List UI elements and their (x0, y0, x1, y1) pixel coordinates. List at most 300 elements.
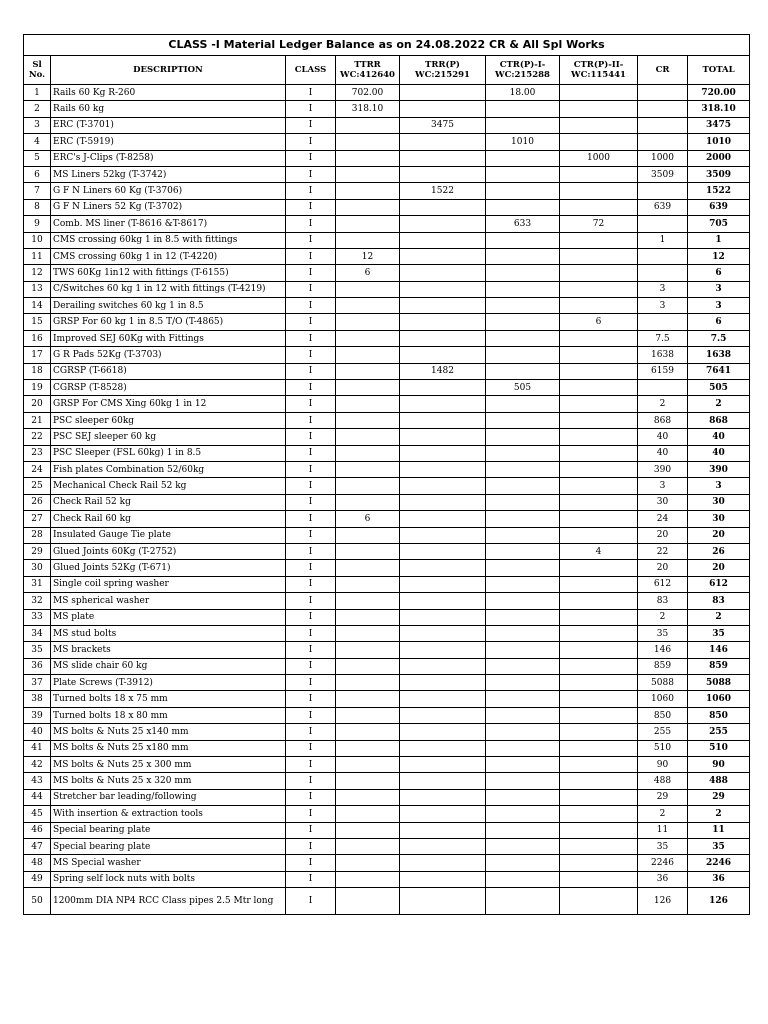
sl-no-cell: 14 (24, 298, 51, 314)
ctr-p-1-cell (486, 347, 560, 363)
sl-no-cell: 39 (24, 707, 51, 723)
ctr-p-2-cell (560, 183, 638, 199)
description-cell: G R Pads 52Kg (T-3703) (51, 347, 286, 363)
sl-no-cell: 35 (24, 642, 51, 658)
total-cell: 2000 (688, 150, 750, 166)
sl-no-cell: 7 (24, 183, 51, 199)
trr-p-cell (400, 461, 486, 477)
class-cell: I (286, 347, 336, 363)
ctr-p-2-cell: 4 (560, 543, 638, 559)
class-cell: I (286, 216, 336, 232)
total-cell: 36 (688, 871, 750, 887)
class-cell: I (286, 494, 336, 510)
sl-no-cell: 29 (24, 543, 51, 559)
cr-cell: 126 (638, 888, 688, 915)
ttrr-cell (336, 806, 400, 822)
trr-p-cell (400, 494, 486, 510)
description-cell: GRSP For CMS Xing 60kg 1 in 12 (51, 396, 286, 412)
description-cell: Comb. MS liner (T-8616 &T-8617) (51, 216, 286, 232)
table-row (24, 330, 750, 346)
ctr-p-2-cell (560, 134, 638, 150)
description-cell: Mechanical Check Rail 52 kg (51, 478, 286, 494)
ctr-p-1-cell (486, 281, 560, 297)
description-cell: PSC sleeper 60kg (51, 412, 286, 428)
class-cell: I (286, 298, 336, 314)
trr-p-cell (400, 101, 486, 117)
total-cell: 35 (688, 625, 750, 641)
sl-no-cell: 48 (24, 855, 51, 871)
ctr-p-2-cell (560, 281, 638, 297)
description-cell: MS slide chair 60 kg (51, 658, 286, 674)
sl-no-cell: 1 (24, 85, 51, 101)
sl-no-cell: 26 (24, 494, 51, 510)
sl-no-cell: 37 (24, 675, 51, 691)
description-cell: Insulated Gauge Tie plate (51, 527, 286, 543)
ctr-p-2-cell (560, 888, 638, 915)
trr-p-cell (400, 396, 486, 412)
class-cell: I (286, 773, 336, 789)
trr-p-cell (400, 822, 486, 838)
ctr-p-2-cell (560, 429, 638, 445)
ctr-p-1-cell (486, 625, 560, 641)
col-header-cr: CR (638, 56, 688, 85)
col-header-total: TOTAL (688, 56, 750, 85)
table-row (24, 609, 750, 625)
cr-cell: 24 (638, 511, 688, 527)
ctr-p-2-cell (560, 511, 638, 527)
sl-no-cell: 9 (24, 216, 51, 232)
table-row (24, 478, 750, 494)
ttrr-cell (336, 822, 400, 838)
ctr-p-1-cell (486, 265, 560, 281)
ctr-p-2-cell (560, 265, 638, 281)
description-cell: Stretcher bar leading/following (51, 789, 286, 805)
cr-cell: 3 (638, 478, 688, 494)
trr-p-cell (400, 593, 486, 609)
table-row (24, 494, 750, 510)
header-row (24, 56, 750, 85)
table-row (24, 281, 750, 297)
ctr-p-2-cell: 1000 (560, 150, 638, 166)
ctr-p-1-cell (486, 658, 560, 674)
sl-no-cell: 28 (24, 527, 51, 543)
total-cell: 90 (688, 757, 750, 773)
total-cell: 612 (688, 576, 750, 592)
description-cell: MS Liners 52kg (T-3742) (51, 166, 286, 182)
cr-cell: 3 (638, 298, 688, 314)
ctr-p-2-cell (560, 478, 638, 494)
ctr-p-2-cell (560, 593, 638, 609)
ttrr-cell: 12 (336, 248, 400, 264)
class-cell: I (286, 314, 336, 330)
ctr-p-1-cell (486, 396, 560, 412)
ctr-p-1-cell (486, 232, 560, 248)
total-cell: 26 (688, 543, 750, 559)
total-cell: 2 (688, 806, 750, 822)
table-row (24, 593, 750, 609)
description-cell: Fish plates Combination 52/60kg (51, 461, 286, 477)
sl-no-cell: 45 (24, 806, 51, 822)
cr-cell: 5088 (638, 675, 688, 691)
trr-p-cell (400, 330, 486, 346)
cr-cell: 40 (638, 445, 688, 461)
description-cell: MS stud bolts (51, 625, 286, 641)
total-cell: 40 (688, 445, 750, 461)
total-cell: 488 (688, 773, 750, 789)
total-cell: 5088 (688, 675, 750, 691)
class-cell: I (286, 396, 336, 412)
trr-p-cell (400, 789, 486, 805)
cr-cell (638, 183, 688, 199)
ttrr-cell (336, 789, 400, 805)
total-cell: 1522 (688, 183, 750, 199)
class-cell: I (286, 724, 336, 740)
sl-no-cell: 43 (24, 773, 51, 789)
ttrr-cell (336, 576, 400, 592)
cr-cell (638, 85, 688, 101)
trr-p-cell (400, 265, 486, 281)
ctr-p-1-cell (486, 183, 560, 199)
sl-no-cell: 16 (24, 330, 51, 346)
total-cell: 868 (688, 412, 750, 428)
ctr-p-2-cell (560, 658, 638, 674)
description-cell: Check Rail 52 kg (51, 494, 286, 510)
table-row (24, 380, 750, 396)
table-row (24, 461, 750, 477)
cr-cell: 488 (638, 773, 688, 789)
ttrr-cell: 6 (336, 511, 400, 527)
total-cell: 20 (688, 560, 750, 576)
trr-p-cell (400, 232, 486, 248)
trr-p-cell (400, 806, 486, 822)
description-cell: CGRSP (T-6618) (51, 363, 286, 379)
cr-cell: 35 (638, 838, 688, 854)
ttrr-cell (336, 691, 400, 707)
total-cell: 3 (688, 281, 750, 297)
ttrr-cell (336, 232, 400, 248)
trr-p-cell (400, 150, 486, 166)
trr-p-cell (400, 724, 486, 740)
col-header-ctr-p-1: CTR(P)-I- WC:215288 (486, 56, 560, 85)
description-cell: CGRSP (T-8528) (51, 380, 286, 396)
table-row (24, 134, 750, 150)
sl-no-cell: 44 (24, 789, 51, 805)
class-cell: I (286, 166, 336, 182)
table-row (24, 773, 750, 789)
total-cell: 30 (688, 511, 750, 527)
class-cell: I (286, 412, 336, 428)
class-cell: I (286, 757, 336, 773)
ttrr-cell (336, 298, 400, 314)
cr-cell: 2 (638, 609, 688, 625)
ctr-p-2-cell (560, 248, 638, 264)
description-cell: Special bearing plate (51, 838, 286, 854)
table-row (24, 658, 750, 674)
ctr-p-2-cell (560, 396, 638, 412)
ctr-p-1-cell (486, 330, 560, 346)
ttrr-cell (336, 593, 400, 609)
ctr-p-1-cell (486, 855, 560, 871)
cr-cell: 859 (638, 658, 688, 674)
ttrr-cell (336, 888, 400, 915)
class-cell: I (286, 593, 336, 609)
description-cell: MS bolts & Nuts 25 x 300 mm (51, 757, 286, 773)
class-cell: I (286, 576, 336, 592)
table-row (24, 511, 750, 527)
class-cell: I (286, 363, 336, 379)
total-cell: 126 (688, 888, 750, 915)
total-cell: 859 (688, 658, 750, 674)
col-header-sl-no: Sl No. (24, 56, 51, 85)
class-cell: I (286, 658, 336, 674)
total-cell: 7641 (688, 363, 750, 379)
ttrr-cell (336, 740, 400, 756)
ttrr-cell (336, 642, 400, 658)
table-row (24, 625, 750, 641)
ctr-p-2-cell (560, 855, 638, 871)
ttrr-cell (336, 609, 400, 625)
total-cell: 3475 (688, 117, 750, 133)
ctr-p-1-cell (486, 412, 560, 428)
trr-p-cell (400, 838, 486, 854)
ttrr-cell (336, 461, 400, 477)
table-row (24, 527, 750, 543)
total-cell: 639 (688, 199, 750, 215)
table-row (24, 248, 750, 264)
ttrr-cell (336, 216, 400, 232)
table-row (24, 216, 750, 232)
ttrr-cell (336, 494, 400, 510)
ctr-p-2-cell (560, 740, 638, 756)
sl-no-cell: 41 (24, 740, 51, 756)
trr-p-cell (400, 380, 486, 396)
sl-no-cell: 27 (24, 511, 51, 527)
class-cell: I (286, 183, 336, 199)
description-cell: Rails 60 kg (51, 101, 286, 117)
ctr-p-1-cell (486, 740, 560, 756)
cr-cell: 6159 (638, 363, 688, 379)
cr-cell: 390 (638, 461, 688, 477)
table-row (24, 429, 750, 445)
total-cell: 510 (688, 740, 750, 756)
ttrr-cell (336, 380, 400, 396)
sl-no-cell: 23 (24, 445, 51, 461)
total-cell: 2 (688, 609, 750, 625)
cr-cell: 510 (638, 740, 688, 756)
ctr-p-1-cell (486, 461, 560, 477)
ttrr-cell (336, 543, 400, 559)
trr-p-cell (400, 576, 486, 592)
class-cell: I (286, 461, 336, 477)
class-cell: I (286, 478, 336, 494)
ctr-p-2-cell (560, 461, 638, 477)
col-header-trr-p: TRR(P) WC:215291 (400, 56, 486, 85)
table-row (24, 166, 750, 182)
cr-cell: 36 (638, 871, 688, 887)
ttrr-cell (336, 707, 400, 723)
ctr-p-2-cell (560, 298, 638, 314)
class-cell: I (286, 625, 336, 641)
cr-cell: 612 (638, 576, 688, 592)
description-cell: Turned bolts 18 x 75 mm (51, 691, 286, 707)
ctr-p-1-cell (486, 429, 560, 445)
table-row (24, 691, 750, 707)
description-cell: 1200mm DIA NP4 RCC Class pipes 2.5 Mtr long (51, 888, 286, 915)
table-row (24, 183, 750, 199)
total-cell: 6 (688, 314, 750, 330)
table-row (24, 101, 750, 117)
total-cell: 1638 (688, 347, 750, 363)
ctr-p-2-cell (560, 724, 638, 740)
ttrr-cell (336, 560, 400, 576)
description-cell: Special bearing plate (51, 822, 286, 838)
sl-no-cell: 47 (24, 838, 51, 854)
ctr-p-1-cell (486, 478, 560, 494)
ctr-p-2-cell (560, 85, 638, 101)
ttrr-cell: 318.10 (336, 101, 400, 117)
trr-p-cell (400, 445, 486, 461)
total-cell: 850 (688, 707, 750, 723)
trr-p-cell (400, 855, 486, 871)
cr-cell: 146 (638, 642, 688, 658)
ctr-p-1-cell: 505 (486, 380, 560, 396)
sl-no-cell: 12 (24, 265, 51, 281)
trr-p-cell (400, 675, 486, 691)
ctr-p-1-cell (486, 691, 560, 707)
trr-p-cell (400, 609, 486, 625)
class-cell: I (286, 789, 336, 805)
trr-p-cell (400, 347, 486, 363)
ctr-p-2-cell (560, 642, 638, 658)
ttrr-cell (336, 150, 400, 166)
class-cell: I (286, 199, 336, 215)
description-cell: PSC Sleeper (FSL 60kg) 1 in 8.5 (51, 445, 286, 461)
ttrr-cell (336, 855, 400, 871)
ctr-p-2-cell: 6 (560, 314, 638, 330)
ctr-p-2-cell (560, 625, 638, 641)
cr-cell: 1000 (638, 150, 688, 166)
cr-cell: 2 (638, 806, 688, 822)
sl-no-cell: 36 (24, 658, 51, 674)
ctr-p-2-cell (560, 412, 638, 428)
sl-no-cell: 46 (24, 822, 51, 838)
total-cell: 40 (688, 429, 750, 445)
table-row (24, 724, 750, 740)
cr-cell: 29 (638, 789, 688, 805)
cr-cell: 1 (638, 232, 688, 248)
trr-p-cell (400, 85, 486, 101)
description-cell: G F N Liners 60 Kg (T-3706) (51, 183, 286, 199)
class-cell: I (286, 855, 336, 871)
table-row (24, 855, 750, 871)
ttrr-cell (336, 314, 400, 330)
ctr-p-1-cell (486, 806, 560, 822)
table-row (24, 757, 750, 773)
table-row (24, 642, 750, 658)
description-cell: MS spherical washer (51, 593, 286, 609)
ctr-p-1-cell (486, 773, 560, 789)
table-row (24, 822, 750, 838)
cr-cell: 2 (638, 396, 688, 412)
sl-no-cell: 50 (24, 888, 51, 915)
total-cell: 7.5 (688, 330, 750, 346)
trr-p-cell (400, 478, 486, 494)
cr-cell: 90 (638, 757, 688, 773)
ttrr-cell (336, 838, 400, 854)
ttrr-cell: 6 (336, 265, 400, 281)
class-cell: I (286, 281, 336, 297)
table-row (24, 543, 750, 559)
description-cell: With insertion & extraction tools (51, 806, 286, 822)
table-row (24, 363, 750, 379)
ttrr-cell (336, 429, 400, 445)
total-cell: 1060 (688, 691, 750, 707)
trr-p-cell (400, 871, 486, 887)
description-cell: Glued Joints 60Kg (T-2752) (51, 543, 286, 559)
ttrr-cell (336, 757, 400, 773)
ctr-p-1-cell (486, 871, 560, 887)
description-cell: ERC (T-3701) (51, 117, 286, 133)
table-row (24, 740, 750, 756)
total-cell: 35 (688, 838, 750, 854)
table-row (24, 314, 750, 330)
description-cell: MS Special washer (51, 855, 286, 871)
total-cell: 505 (688, 380, 750, 396)
cr-cell: 20 (638, 560, 688, 576)
ctr-p-2-cell (560, 347, 638, 363)
description-cell: C/Switches 60 kg 1 in 12 with fittings (T-4219) (51, 281, 286, 297)
class-cell: I (286, 232, 336, 248)
cr-cell: 11 (638, 822, 688, 838)
description-cell: Rails 60 Kg R-260 (51, 85, 286, 101)
ctr-p-1-cell (486, 298, 560, 314)
sl-no-cell: 32 (24, 593, 51, 609)
ttrr-cell (336, 330, 400, 346)
sl-no-cell: 18 (24, 363, 51, 379)
ctr-p-2-cell (560, 232, 638, 248)
description-cell: Single coil spring washer (51, 576, 286, 592)
total-cell: 2 (688, 396, 750, 412)
description-cell: CMS crossing 60kg 1 in 8.5 with fittings (51, 232, 286, 248)
col-header-class: CLASS (286, 56, 336, 85)
sl-no-cell: 20 (24, 396, 51, 412)
sl-no-cell: 11 (24, 248, 51, 264)
ctr-p-1-cell (486, 314, 560, 330)
class-cell: I (286, 806, 336, 822)
ttrr-cell (336, 183, 400, 199)
ttrr-cell (336, 166, 400, 182)
ttrr-cell (336, 527, 400, 543)
table-row (24, 871, 750, 887)
trr-p-cell (400, 298, 486, 314)
ttrr-cell (336, 675, 400, 691)
ctr-p-1-cell (486, 593, 560, 609)
ctr-p-2-cell (560, 789, 638, 805)
sl-no-cell: 30 (24, 560, 51, 576)
ctr-p-2-cell (560, 871, 638, 887)
sl-no-cell: 3 (24, 117, 51, 133)
description-cell: MS plate (51, 609, 286, 625)
table-row (24, 806, 750, 822)
description-cell: Turned bolts 18 x 80 mm (51, 707, 286, 723)
table-row (24, 347, 750, 363)
cr-cell (638, 117, 688, 133)
table-row (24, 199, 750, 215)
ctr-p-2-cell (560, 166, 638, 182)
ctr-p-1-cell (486, 789, 560, 805)
class-cell: I (286, 822, 336, 838)
class-cell: I (286, 265, 336, 281)
